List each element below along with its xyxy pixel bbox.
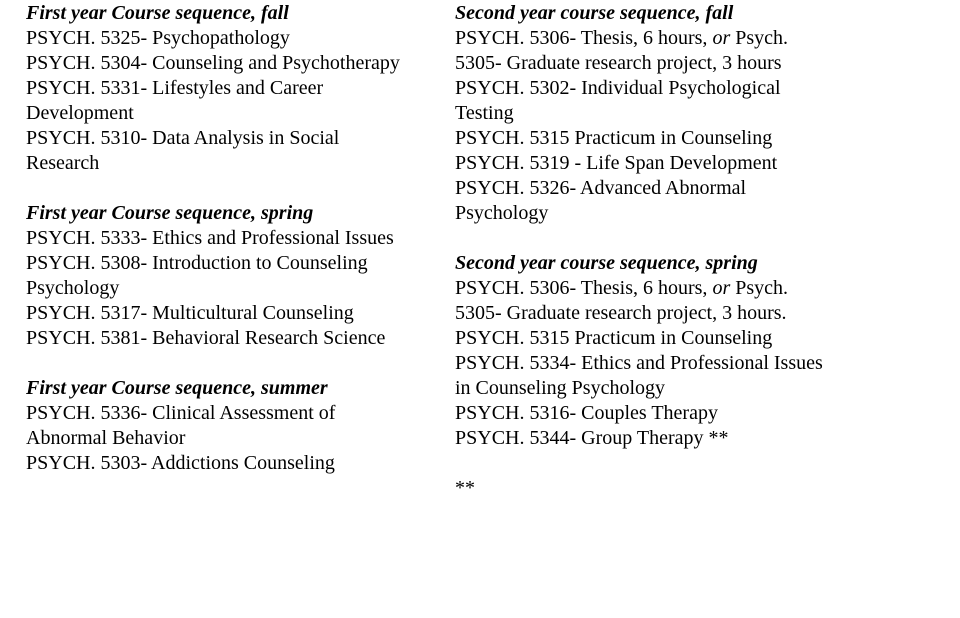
section-heading: First year Course sequence, summer (26, 377, 328, 399)
course-section (26, 376, 446, 476)
course-line: PSYCH. 5325- Psychopathology (26, 27, 290, 49)
course-section (455, 251, 875, 451)
section-heading: First year Course sequence, spring (26, 202, 314, 224)
course-line: Testing (455, 102, 514, 124)
course-line: PSYCH. 5315 Practicum in Counseling (455, 127, 773, 149)
course-line: PSYCH. 5304- Counseling and Psychotherapy (26, 52, 400, 74)
course-line: PSYCH. 5381- Behavioral Research Science (26, 327, 386, 349)
course-line: PSYCH. 5315 Practicum in Counseling (455, 327, 773, 349)
right-column (455, 1, 875, 501)
course-line: PSYCH. 5316- Couples Therapy (455, 402, 718, 424)
course-line: Research (26, 152, 100, 174)
course-line: Psychology (26, 277, 120, 299)
course-line: PSYCH. 5308- Introduction to Counseling (26, 252, 368, 274)
course-line: PSYCH. 5344- Group Therapy ** (455, 427, 729, 449)
course-line: 5305- Graduate research project, 3 hours (455, 52, 782, 74)
course-section (26, 201, 446, 351)
course-line: 5305- Graduate research project, 3 hours. (455, 302, 787, 324)
course-line: PSYCH. 5317- Multicultural Counseling (26, 302, 354, 324)
section-heading: Second year course sequence, spring (455, 252, 758, 274)
course-line: Abnormal Behavior (26, 427, 186, 449)
course-line: Psychology (455, 202, 549, 224)
course-line: PSYCH. 5310- Data Analysis in Social (26, 127, 340, 149)
section-heading: Second year course sequence, fall (455, 2, 734, 24)
course-line: PSYCH. 5326- Advanced Abnormal (455, 177, 747, 199)
italic-or: or (712, 277, 731, 299)
italic-or: or (712, 27, 731, 49)
footnote-marker: ** (455, 477, 475, 499)
course-line: PSYCH. 5319 - Life Span Development (455, 152, 778, 174)
course-line: PSYCH. 5331- Lifestyles and Career (26, 77, 324, 99)
course-line: PSYCH. 5336- Clinical Assessment of (26, 402, 336, 424)
course-text: Psych. (730, 277, 789, 299)
course-line: Development (26, 102, 134, 124)
course-line: PSYCH. 5334- Ethics and Professional Issues (455, 352, 823, 374)
course-line: PSYCH. 5302- Individual Psychological (455, 77, 781, 99)
course-section (455, 1, 875, 226)
course-line (455, 276, 875, 301)
course-text: PSYCH. 5306- Thesis, 6 hours, (455, 277, 713, 299)
course-line: in Counseling Psychology (455, 377, 666, 399)
course-text: PSYCH. 5306- Thesis, 6 hours, (455, 27, 713, 49)
course-line: PSYCH. 5303- Addictions Counseling (26, 452, 335, 474)
left-column (26, 1, 446, 501)
section-heading: First year Course sequence, fall (26, 2, 289, 24)
course-line: PSYCH. 5333- Ethics and Professional Issues (26, 227, 394, 249)
course-text: Psych. (730, 27, 789, 49)
course-section (26, 1, 446, 176)
course-line (455, 26, 875, 51)
